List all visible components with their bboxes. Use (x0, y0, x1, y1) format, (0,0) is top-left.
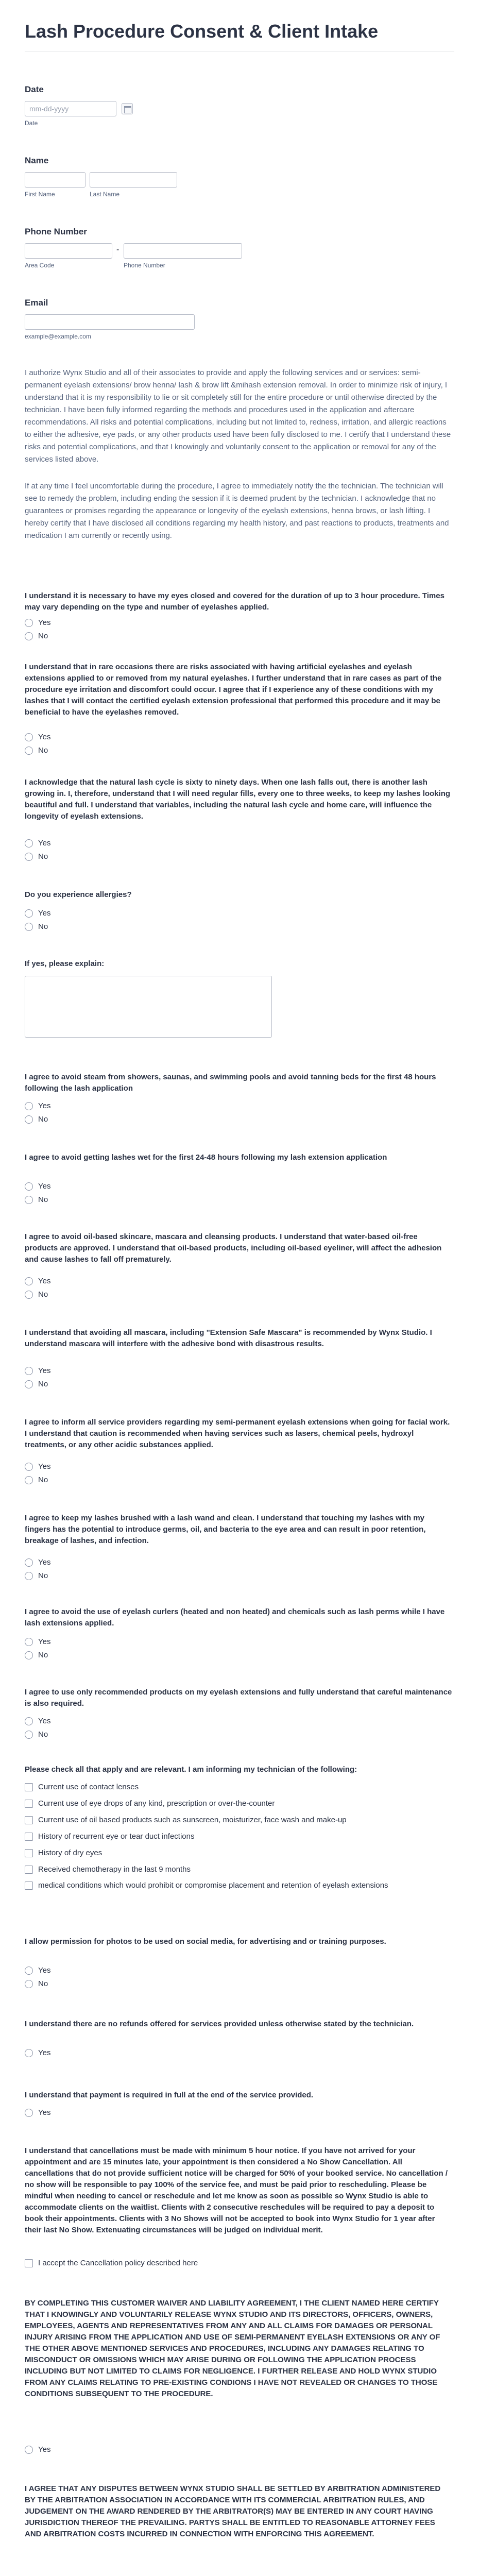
check-eye-infections[interactable]: History of recurrent eye or tear duct infections (25, 1831, 194, 1842)
question-eyes-closed: I understand it is necessary to have my eyes closed and covered for the duration of up to 3 hour procedure. Times may vary depending on the type and number of eyelashes applied. (25, 591, 444, 612)
question-cancellation: I understand that cancellations must be made with minimum 5 hour notice. If you have not arrived for your appointment and are 15 minutes late, your appointment is then considered a No Show Cancellation. All cancellations that do not provide sufficient notice will be charged for 50% of your booked service. No cancellation / no show will be responsible to pay 100% of the service fee, and must be paid prior to rescheduling. Please be mindful when needing to cancel or reschedule and let me know as soon as possible so Wynx Studio is able to accommodate clients on the waitlist. Clients with 2 consecutive reschedules will be required to pay a deposit to book their appointments. Clients with 3 No Shows will not be accepted to book into Wynx Studio for 1 year after their last No Show. Extenuating circumstances will be judged on individual merit. (25, 2146, 448, 2234)
question-lash-cycle: I acknowledge that the natural lash cycle is sixty to ninety days. When one lash falls out, there is another lash growing in. I, therefore, understand that I will need regular fills, every one to three weeks, to keep my lashes looking beautiful and full. I understand that variables, including the natural lash cycle and home care, will influence the longevity of eyelash extensions. (25, 778, 451, 821)
question-inform-providers: I agree to inform all service providers regarding my semi-permanent eyelash extensions when going for facial work. I understand that caution is recommended when having services such as lasers, chemical peels, hydroxyl treatments, or any other acidic substances applied. (25, 1418, 450, 1449)
allergies-explain-textarea[interactable] (25, 976, 272, 1038)
phone-label: Phone Number (25, 227, 87, 236)
area-code-sublabel: Area Code (25, 262, 55, 269)
q3-yes-option[interactable]: Yes (25, 838, 50, 849)
question-brush: I agree to keep my lashes brushed with a lash wand and clean. I understand that touching my lashes with my fingers has the potential to introduce germs, oil, and bacteria to the eye area and can result in poor retention, breakage of lashes, and infection. (25, 1514, 426, 1545)
radio-icon[interactable] (25, 853, 33, 861)
radio-icon[interactable] (25, 733, 33, 741)
email-sublabel: example@example.com (25, 333, 91, 340)
check-medical-conditions[interactable]: medical conditions which would prohibit or compromise placement and retention of eyelash extensions (25, 1880, 416, 1903)
check-contact-lenses[interactable]: Current use of contact lenses (25, 1782, 139, 1793)
curlers-yes-option[interactable]: Yes (25, 1636, 50, 1648)
question-payment: I understand that payment is required in full at the end of the service provided. (25, 2091, 314, 2099)
photos-yes-option[interactable]: Yes (25, 1965, 50, 1976)
radio-icon[interactable] (25, 1380, 33, 1388)
phone-dash: - (116, 245, 119, 254)
email-label: Email (25, 298, 48, 308)
check-chemotherapy[interactable]: Received chemotherapy in the last 9 months (25, 1864, 191, 1875)
radio-icon[interactable] (25, 1367, 33, 1375)
radio-icon[interactable] (25, 1558, 33, 1567)
check-dry-eyes[interactable]: History of dry eyes (25, 1848, 102, 1859)
waiver-yes-option[interactable]: Yes (25, 2444, 50, 2455)
radio-icon[interactable] (25, 1731, 33, 1739)
oil-no-option[interactable]: No (25, 1289, 48, 1300)
radio-icon[interactable] (25, 2446, 33, 2454)
radio-icon[interactable] (25, 839, 33, 848)
name-label: Name (25, 156, 49, 165)
question-risks: I understand that in rare occasions there are risks associated with having artificial eyelashes and eyelash extensions applied to or removed from my natural eyelashes. I further understand that in rare cases as part of the procedure eye irritation and discomfort could occur. I agree that if I experience any of these conditions with my lashes that I will contact the certified eyelash extension professional that performed this procedure and it may be beneficial to have the eyelashes removed. (25, 663, 442, 717)
curlers-no-option[interactable]: No (25, 1650, 48, 1661)
radio-icon[interactable] (25, 1638, 33, 1646)
radio-icon[interactable] (25, 1651, 33, 1659)
question-waiver: BY COMPLETING THIS CUSTOMER WAIVER AND LIABILITY AGREEMENT, I THE CLIENT NAMED HERE CERTIFY THAT I KNOWINGLY AND VOLUNTARILY RELEASE WYNX STUDIO AND ITS DIRECTORS, OFFICERS, OWNERS, EMPLOYEES, AGENTS AND REPRESENTATIVES FROM ANY AND ALL CLAIMS FOR DAMAGES OR PERSONAL INJURY ARISING FROM THE APPLICATION AND USE OF SEMI-PERMANENT EYELASH EXTENSIONS OR ANY OF THE OTHER ABOVE MENTIONED SERVICES AND PROCEDURES, INCLUDING ANY DAMAGES RELATING TO MISCONDUCT OR OMISSIONS WHICH MAY ARISE DURING OR FOLLOWING THE APPLICATION PROCESS INCLUDING BUT NOT LIMITED TO CLAIMS FOR NEGLIGENCE. I FURTHER RELEASE AND HOLD WYNX STUDIO FROM ANY CLAIMS RELATING TO PRE-EXISTING CONDIONS I HAVE NOT REVEALED OR CHANGES TO THOSE CONDITIONS SUBSEQUENT TO THE PROCEDURE. (25, 2299, 440, 2398)
checkbox-icon[interactable] (25, 1783, 33, 1791)
radio-icon[interactable] (25, 1291, 33, 1299)
radio-icon[interactable] (25, 1277, 33, 1285)
radio-icon[interactable] (25, 909, 33, 918)
payment-yes-option[interactable]: Yes (25, 2107, 50, 2119)
radio-icon[interactable] (25, 2109, 33, 2117)
question-allergies: Do you experience allergies? (25, 890, 132, 899)
radio-icon[interactable] (25, 632, 33, 640)
question-mascara: I understand that avoiding all mascara, including "Extension Safe Mascara" is recommended by Wynx Studio. I understand mascara will interfere with the adhesive bond with disastrous results. (25, 1328, 432, 1348)
checkbox-icon[interactable] (25, 1816, 33, 1824)
wet-yes-option[interactable]: Yes (25, 1181, 50, 1192)
radio-icon[interactable] (25, 1182, 33, 1191)
date-input[interactable]: mm-dd-yyyy (25, 101, 116, 116)
radio-icon[interactable] (25, 1967, 33, 1975)
brush-no-option[interactable]: No (25, 1570, 48, 1582)
mascara-yes-option[interactable]: Yes (25, 1365, 50, 1377)
radio-icon[interactable] (25, 1476, 33, 1484)
explain-label: If yes, please explain: (25, 959, 105, 968)
steam-no-option[interactable]: No (25, 1114, 48, 1125)
products-yes-option[interactable]: Yes (25, 1716, 50, 1727)
area-code-input[interactable] (25, 243, 112, 259)
q1-no-option[interactable]: No (25, 631, 48, 642)
checkbox-icon[interactable] (25, 1849, 33, 1857)
checkbox-icon[interactable] (25, 1882, 33, 1890)
question-refunds: I understand there are no refunds offered for services provided unless otherwise stated by the technician. (25, 2020, 414, 2028)
last-name-sublabel: Last Name (90, 191, 120, 198)
checkbox-icon[interactable] (25, 2259, 33, 2267)
allergies-no-option[interactable]: No (25, 921, 48, 933)
q1-yes-option[interactable]: Yes (25, 617, 50, 629)
q2-no-option[interactable]: No (25, 745, 48, 756)
refunds-yes-option[interactable]: Yes (25, 2047, 50, 2059)
check-oil-products[interactable]: Current use of oil based products such as sunscreen, moisturizer, face wash and make-up (25, 1815, 347, 1826)
question-products: I agree to use only recommended products on my eyelash extensions and fully understand that careful maintenance is also required. (25, 1688, 452, 1708)
consent-paragraph-1: I authorize Wynx Studio and all of their associates to provide and apply the following services and or services: semi-permanent eyelash extensions/ brow henna/ lash & brow lift &mihash extension removal. In order to minimize risk of injury, I understand that it is my responsibility to lie or sit completely still for the entire procedure or until otherwise directed by the technician. I have been fully informed regarding the methods and procedures used in the application and aftercare recommendations. All risks and potential complications, including but not limited to, redness, irritation, and allergic reactions to either the adhesive, eye pads, or any other products used have been fully disclosed to me. I certify that I understand these risks and potential complications, and that I knowingly and voluntarily consent to the application or removal for any of the services listed above. (25, 368, 451, 464)
radio-icon[interactable] (25, 1717, 33, 1725)
oil-yes-option[interactable]: Yes (25, 1276, 50, 1287)
inform-no-option[interactable]: No (25, 1475, 48, 1486)
phone-number-sublabel: Phone Number (124, 262, 165, 269)
first-name-input[interactable] (25, 172, 85, 188)
checkbox-icon[interactable] (25, 1833, 33, 1841)
wet-no-option[interactable]: No (25, 1194, 48, 1206)
brush-yes-option[interactable]: Yes (25, 1557, 50, 1568)
checklist-label: Please check all that apply and are relevant. I am informing my technician of the following: (25, 1765, 357, 1774)
question-steam: I agree to avoid steam from showers, saunas, and swimming pools and avoid tanning beds for the first 48 hours following the lash application (25, 1073, 436, 1093)
question-wet: I agree to avoid getting lashes wet for the first 24-48 hours following my lash extension application (25, 1153, 387, 1162)
radio-icon[interactable] (25, 1115, 33, 1124)
q3-no-option[interactable]: No (25, 851, 48, 862)
radio-icon[interactable] (25, 1572, 33, 1580)
checkbox-icon[interactable] (25, 1800, 33, 1808)
consent-paragraph-2: If at any time I feel uncomfortable during the procedure, I agree to immediately notify the the technician. The technician will see to remedy the problem, including ending the session if it is deemed prudent by the technician. I acknowledge that no guarantees or promises regarding the appearance or longevity of the eyelash extensions, henna brows, or lash lifting. I hereby certify that I have disclosed all conditions regarding my health history, and past reactions to products, treatments and medication I am currently or recently using. (25, 482, 449, 540)
first-name-sublabel: First Name (25, 191, 55, 198)
steam-yes-option[interactable]: Yes (25, 1100, 50, 1112)
form-title: Lash Procedure Consent & Client Intake (25, 21, 379, 42)
radio-icon[interactable] (25, 1980, 33, 1988)
phone-number-input[interactable] (124, 243, 242, 259)
products-no-option[interactable]: No (25, 1729, 48, 1740)
inform-yes-option[interactable]: Yes (25, 1461, 50, 1472)
radio-icon[interactable] (25, 1102, 33, 1110)
calendar-icon[interactable] (122, 103, 133, 114)
radio-icon[interactable] (25, 923, 33, 931)
allergies-yes-option[interactable]: Yes (25, 908, 50, 919)
question-photos: I allow permission for photos to be used on social media, for advertising and or training purposes. (25, 1937, 386, 1946)
question-arbitration: I AGREE THAT ANY DISPUTES BETWEEN WYNX STUDIO SHALL BE SETTLED BY ARBITRATION ADMINISTERED BY THE ARBITRATION ASSOCIATION IN ACCORDANCE WITH ITS COMMERCIAL ARBITRATION RULES, AND JUDGEMENT ON THE AWARD RENDERED BY THE ARBITRATOR(S) MAY BE ENTERED IN ANY COURT HAVING JURISDICTION THEREOF THE PREVAILING. PARTYS SHALL BE ENTITLED TO REASONABLE ATTORNEY FEES AND ARBITRATION COSTS INCURRED IN CONNECTION WITH ENFORCING THIS AGREEMENT. (25, 2484, 441, 2538)
radio-icon[interactable] (25, 747, 33, 755)
cancellation-accept-option[interactable]: I accept the Cancellation policy described here (25, 2258, 198, 2269)
radio-icon[interactable] (25, 1463, 33, 1471)
radio-icon[interactable] (25, 1196, 33, 1204)
check-eye-drops[interactable]: Current use of eye drops of any kind, prescription or over-the-counter (25, 1798, 275, 1809)
checkbox-icon[interactable] (25, 1866, 33, 1874)
email-input[interactable] (25, 314, 195, 330)
photos-no-option[interactable]: No (25, 1978, 48, 1990)
date-sublabel: Date (25, 120, 38, 127)
mascara-no-option[interactable]: No (25, 1379, 48, 1390)
question-curlers: I agree to avoid the use of eyelash curlers (heated and non heated) and chemicals such as lash perms while I have lash extensions applied. (25, 1607, 445, 1628)
radio-icon[interactable] (25, 619, 33, 627)
last-name-input[interactable] (90, 172, 177, 188)
radio-icon[interactable] (25, 2049, 33, 2057)
q2-yes-option[interactable]: Yes (25, 732, 50, 743)
date-label: Date (25, 84, 44, 94)
question-oil: I agree to avoid oil-based skincare, mascara and cleansing products. I understand that water-based oil-free products are approved. I understand that oil-based products, including oil-based eyeliner, will affect the adhesion and cause lashes to fall off prematurely. (25, 1232, 442, 1264)
